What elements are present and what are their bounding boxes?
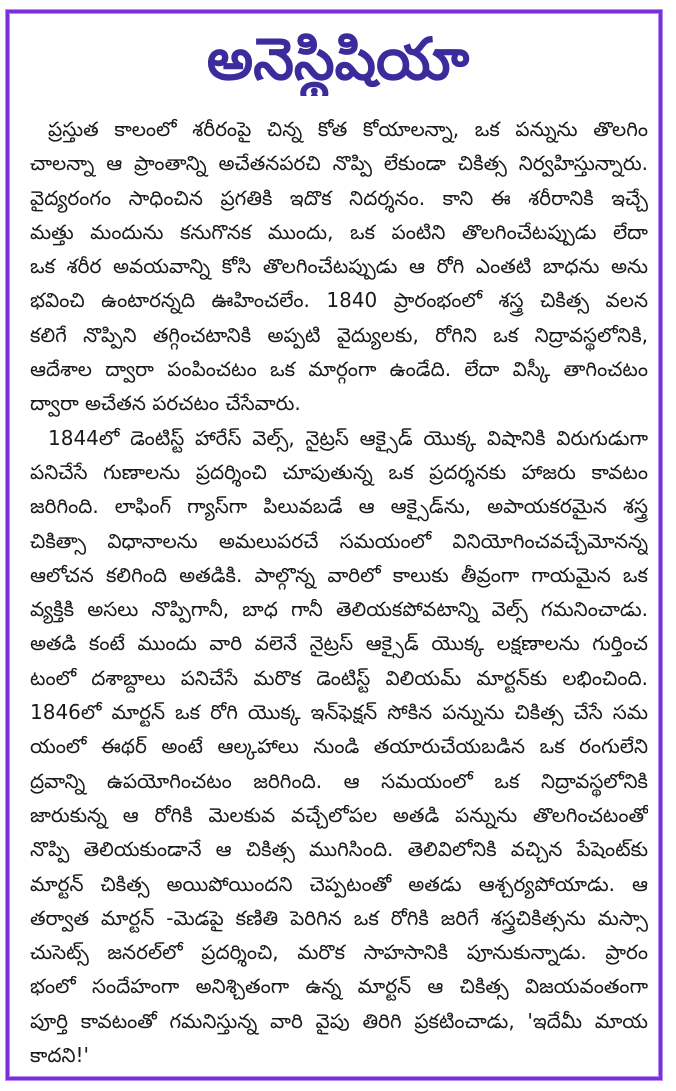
paragraph-2-line: 1844లో డెంటిస్ట్ హారేస్ వెల్స్, నైట్రస్ ఆక్సైడ్ యొక్క విషానికి విరుగుడుగా — [48, 425, 648, 450]
paragraph-1-line: మత్తు మందును కనుగొనక ముందు, ఒక పంటిని తొలగించేటప్పుడు లేదా — [30, 219, 648, 244]
paragraph-1-line: ద్వారా అచేతన పరచటం చేసేవారు. — [30, 391, 301, 416]
paragraph-2-line: నొప్పి తెలియకుండానే ఆ చికిత్స ముగిసింది. తెలివిలోనికి వచ్చిన పేషెంట్‌కు — [30, 837, 648, 862]
paragraph-2-line: తర్వాత మార్టన్ -మెడపై కణితి పెరిగిన ఒక రోగికి జరిగే శస్త్రచికిత్సను మస్సా — [30, 905, 648, 930]
paragraph-2-line: మార్టన్ చికిత్స అయిపోయిందని చెప్పటంతో అతడు ఆశ్చర్యపోయాడు. ఆ — [30, 871, 648, 896]
paragraph-2-line: పూర్తి కావటంతో గమనిస్తున్న వారి వైపు తిరిగి ప్రకటించాడు, 'ఇదేమీ మాయ — [30, 1008, 648, 1033]
paragraph-2-line: టంలో దశాబ్దాలు పనిచేసే మరొక డెంటిస్ట్ విలియమ్ మార్టన్‌కు లభించింది. — [30, 665, 648, 690]
paragraph-2-line: ద్రవాన్ని ఉపయోగించటం జరిగింది. ఆ సమయంలో ఒక నిద్రావస్థలోనికి — [30, 768, 648, 793]
article-title: అనెస్థిషియా — [206, 25, 470, 93]
paragraph-1-line: భవించి ఉంటారన్నది ఊహించలేం. 1840 ప్రారంభంలో శస్త్ర చికిత్స వలన — [30, 288, 648, 313]
paragraph-2-line: కాదని!' — [30, 1043, 90, 1068]
paragraph-1-line: ప్రస్తుత కాలంలో శరీరంపై చిన్న కోత కోయాలన్నా, ఒక పన్నును తొలగిం — [48, 117, 648, 141]
article-body — [30, 112, 648, 1072]
paragraph-2-line: ఆలోచన కలిగింది అతడికి. పాల్గొన్న వారిలో కాలుకు తీవ్రంగా గాయమైన ఒక — [30, 562, 648, 587]
paragraph-2-line: అతడి కంటే ముందు వారి వలెనే నైట్రస్ ఆక్సైడ్ యొక్క లక్షణాలను గుర్తించ — [30, 631, 648, 656]
paragraph-2-line: యంలో ఈథర్ అంటే ఆల్కహాలు నుండి తయారుచేయబడిన ఒక రంగులేని — [30, 734, 648, 759]
paragraph-2-line: చుసెట్స్ జనరల్‌లో ప్రదర్శించి, మరొక సాహసానికి పూనుకున్నాడు. ప్రారం — [30, 940, 648, 965]
paragraph-2-line: చికిత్సా విధానాలను అమలుపరచే సమయంలో వినియోగించవచ్చేమోనన్న — [30, 528, 648, 553]
paragraph-1-line: ఒక శరీర అవయవాన్ని కోసి తొలగించేటప్పుడు ఆ రోగి ఎంతటి బాధను అను — [30, 254, 648, 279]
paragraph-1-line: కలిగే నొప్పిని తగ్గించటానికి అప్పటి వైద్యులకు, రోగిని ఒక నిద్రావస్థలోనికి, — [30, 322, 648, 347]
paragraph-2-line: 1846లో మార్టన్ ఒక రోగి యొక్క ఇన్‌ఫెక్షన్ సోకిన పన్నును చికిత్స చేసే సమ — [30, 700, 648, 725]
paragraph-1-line: ఆదేశాల ద్వారా పంపించటం ఒక మార్గంగా ఉండేది. లేదా విస్కీ తాగించటం — [30, 357, 648, 382]
paragraph-2-line: జారుకున్న ఆ రోగికి మెలకువ వచ్చేలోపల అతడి పన్నును తొలగించటంతో — [30, 802, 648, 827]
paragraph-2-line: భంలో సందేహంగా అనిశ్చితంగా ఉన్న మార్టన్ ఆ చికిత్స విజయవంతంగా — [30, 974, 648, 999]
paragraph-1-line: చాలన్నా ఆ ప్రాంతాన్ని అచేతనపరచి నొప్పి లేకుండా చికిత్స నిర్వహిస్తున్నారు. — [30, 151, 648, 176]
paragraph-2-line: పనిచేసే గుణాలను ప్రదర్శించి చూపుతున్న ఒక ప్రదర్శనకు హాజరు కావటం — [30, 459, 648, 484]
paragraph-2-line: జరిగింది. లాఫింగ్ గ్యాస్‌గా పిలువబడే ఆ ఆక్సైడ్‌ను, అపాయకరమైన శస్త్ర — [30, 494, 648, 519]
paragraph-1-line: వైద్యరంగం సాధించిన ప్రగతికి ఇదొక నిదర్శనం. కాని ఈ శరీరానికి ఇచ్చే — [30, 185, 648, 210]
paragraph-2-line: వ్యక్తికి అసలు నొప్పిగానీ, బాధ గానీ తెలియకపోవటాన్ని వెల్స్ గమనించాడు. — [30, 597, 648, 622]
